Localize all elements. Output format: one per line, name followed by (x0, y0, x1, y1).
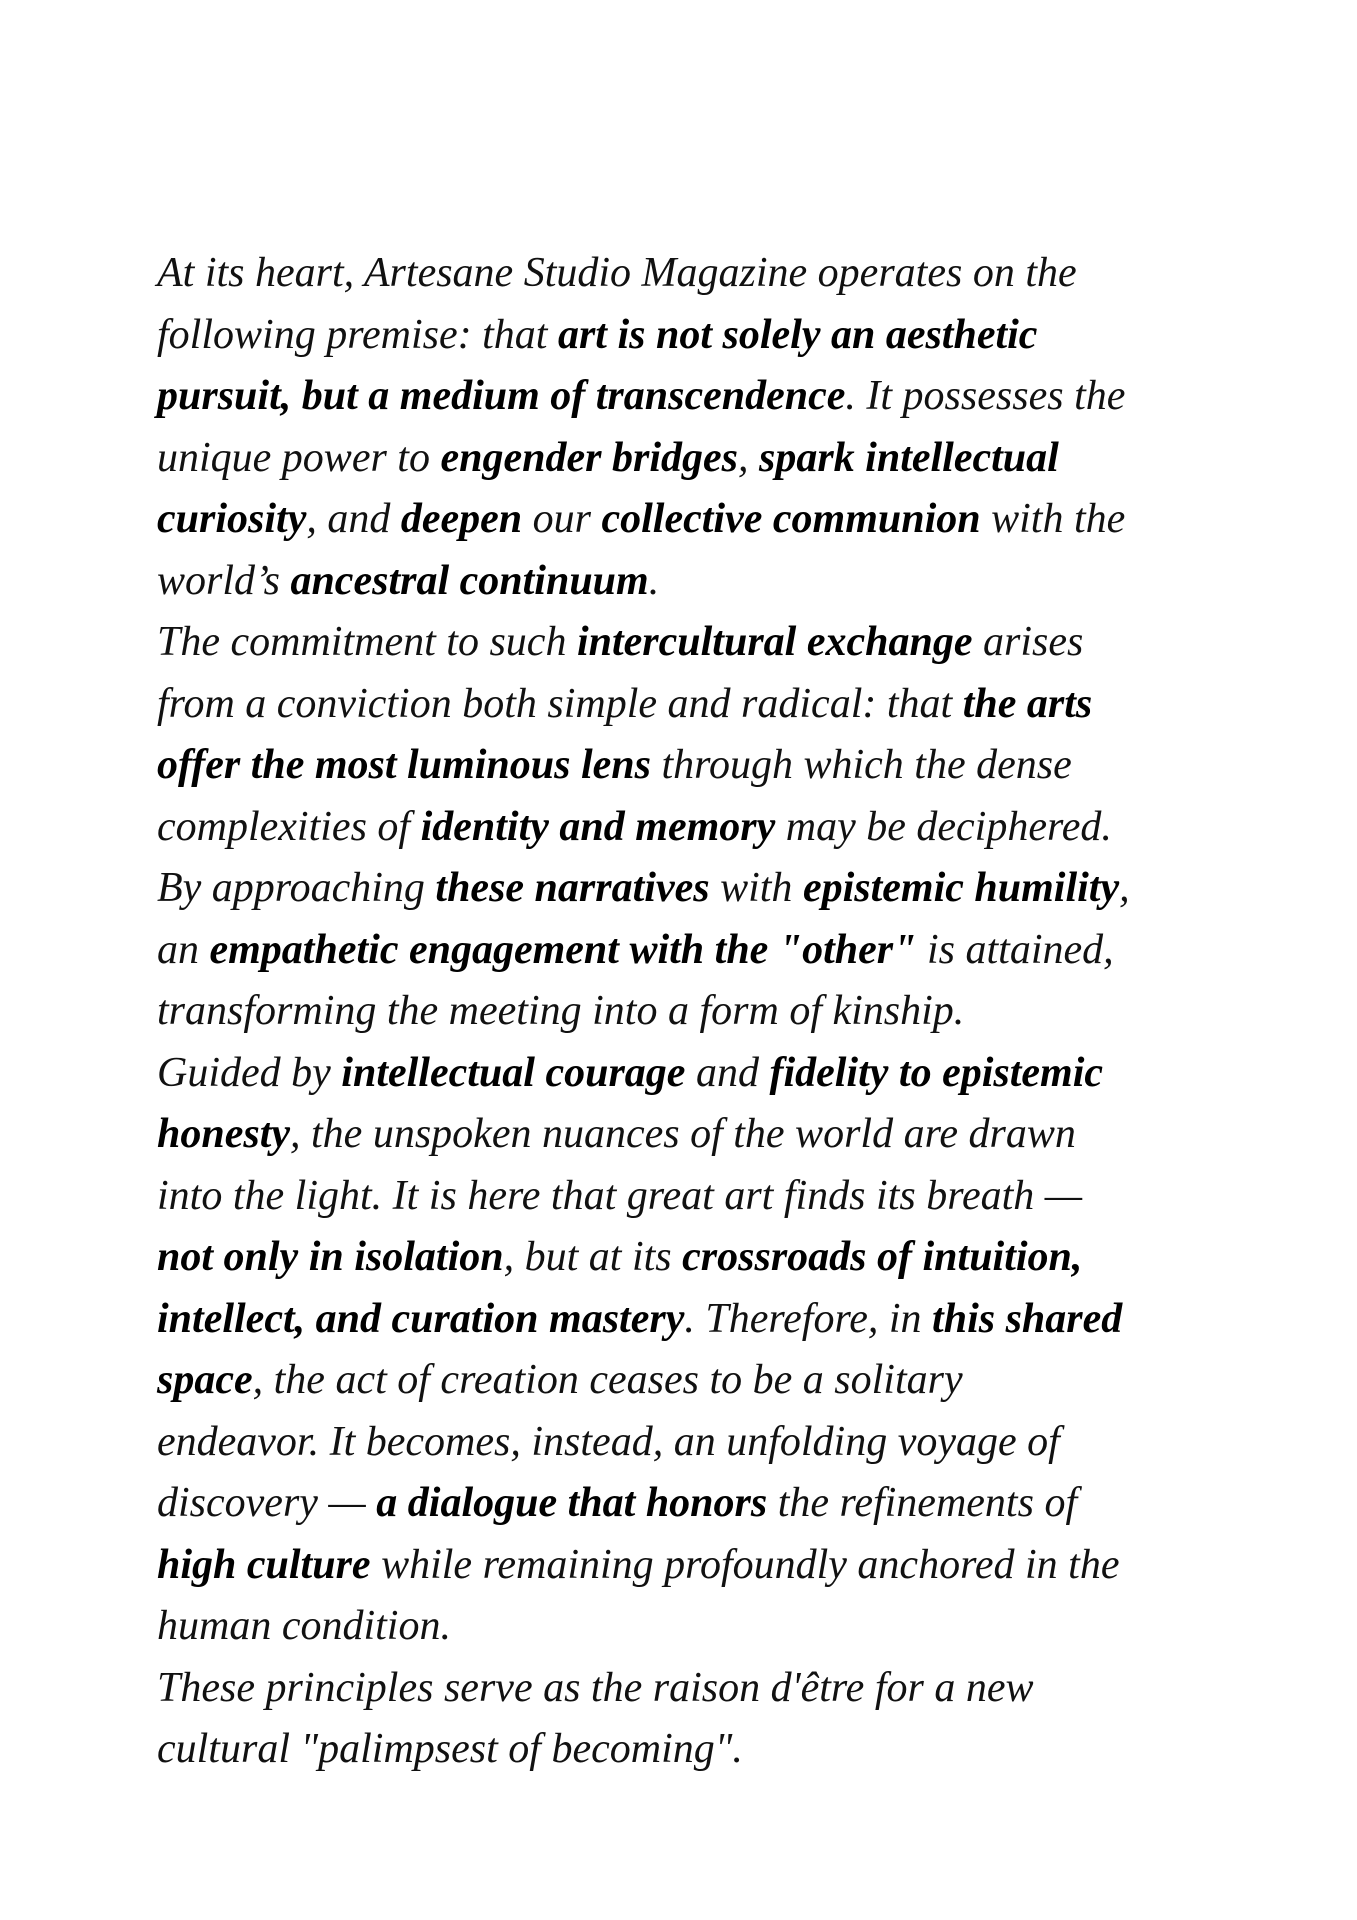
text-line (157, 1166, 1257, 1228)
emphasized-text: identity and memory (420, 803, 776, 850)
body-text: the refinements of (767, 1480, 1078, 1526)
body-text: These principles serve as the raison d'être for a new (157, 1664, 1034, 1711)
document-body (157, 243, 1257, 1781)
body-text: and (685, 1049, 770, 1096)
emphasized-text: space (157, 1357, 253, 1403)
text-line (157, 243, 1257, 305)
text-line (157, 1473, 1257, 1535)
text-line (157, 551, 1257, 613)
emphasized-text: deepen (400, 496, 523, 542)
body-text: . Therefore, in (684, 1295, 933, 1342)
text-line (157, 366, 1257, 428)
body-text: may be deciphered. (775, 803, 1112, 850)
emphasized-text: spark intellectual (758, 434, 1059, 481)
emphasized-text: fidelity to epistemic (769, 1049, 1104, 1096)
body-text: cultural "palimpsest of becoming". (157, 1726, 743, 1772)
emphasized-text: the arts (962, 680, 1093, 727)
emphasized-text: high culture (157, 1541, 371, 1588)
text-line (157, 1227, 1257, 1289)
emphasized-text: engender bridges (440, 434, 738, 481)
text-line (157, 1596, 1257, 1658)
body-text: The commitment to such (157, 619, 577, 665)
body-text: world’s (157, 557, 291, 604)
emphasized-text: intercultural exchange (576, 619, 973, 665)
text-line (157, 1535, 1257, 1597)
emphasized-text: ancestral continuum (290, 557, 649, 604)
body-text: following premise: that (157, 311, 558, 358)
body-text: is attained, (916, 926, 1114, 973)
text-line (157, 920, 1257, 982)
body-text: Guided by (157, 1049, 342, 1096)
body-text: transforming the meeting into a form of kinship. (157, 988, 965, 1034)
body-text: with the (980, 496, 1126, 542)
body-text: By approaching (157, 865, 436, 911)
text-line (157, 1658, 1257, 1720)
text-line (157, 1104, 1257, 1166)
body-text: , (1119, 865, 1130, 911)
text-line (157, 612, 1257, 674)
emphasized-text: epistemic humility (802, 865, 1120, 911)
text-line (157, 428, 1257, 490)
text-line (157, 797, 1257, 859)
body-text: from a conviction both simple and radical: that (157, 680, 963, 727)
body-text: with (709, 865, 803, 911)
text-line (157, 735, 1257, 797)
text-line (157, 1043, 1257, 1105)
body-text: . It possesses the (845, 373, 1126, 419)
body-text: , the act of creation ceases to be a solitary (252, 1357, 963, 1403)
body-text: while remaining profoundly anchored in the (370, 1541, 1120, 1588)
emphasized-text: crossroads of intuition, (682, 1234, 1083, 1280)
emphasized-text: these narratives (435, 865, 710, 911)
body-text: discovery — (157, 1480, 377, 1526)
emphasized-text: curiosity (157, 496, 307, 542)
body-text: an (157, 926, 210, 973)
paragraph (157, 1043, 1257, 1658)
emphasized-text: collective communion (601, 496, 981, 542)
body-text: into the light. It is here that great art finds its breath — (157, 1172, 1083, 1219)
body-text: through which the dense (651, 742, 1072, 788)
body-text: , and (306, 496, 401, 542)
body-text: our (522, 496, 602, 542)
emphasized-text: intellectual courage (341, 1049, 686, 1096)
text-line (157, 305, 1257, 367)
text-line (157, 1350, 1257, 1412)
body-text: endeavor. It becomes, instead, an unfolding voyage of (157, 1418, 1060, 1465)
paragraph (157, 1658, 1257, 1781)
emphasized-text: offer the most luminous lens (157, 742, 651, 788)
body-text: , but at its (503, 1234, 683, 1280)
emphasized-text: not only in isolation (157, 1234, 504, 1280)
text-line (157, 674, 1257, 736)
body-text: arises (972, 619, 1084, 665)
body-text: unique power to (157, 434, 441, 481)
body-text: At its heart, Artesane Studio Magazine operates on the (157, 250, 1077, 296)
emphasized-text: honesty (157, 1111, 291, 1157)
body-text: . (648, 557, 660, 604)
text-line (157, 1412, 1257, 1474)
emphasized-text: empathetic engagement with the "other" (209, 926, 917, 973)
paragraph (157, 612, 1257, 1043)
emphasized-text: intellect, and curation mastery (157, 1295, 685, 1342)
body-text: complexities of (157, 803, 421, 850)
emphasized-text: art is not solely an aesthetic (557, 311, 1038, 358)
text-line (157, 858, 1257, 920)
text-line (157, 1719, 1257, 1781)
emphasized-text: this shared (932, 1295, 1123, 1342)
body-text: , (737, 434, 759, 481)
emphasized-text: pursuit, but a medium of transcendence (157, 373, 846, 419)
paragraph (157, 243, 1257, 612)
body-text: human condition. (157, 1603, 451, 1649)
body-text: , the unspoken nuances of the world are drawn (290, 1111, 1076, 1157)
emphasized-text: a dialogue that honors (376, 1480, 768, 1526)
text-line (157, 981, 1257, 1043)
text-line (157, 489, 1257, 551)
text-line (157, 1289, 1257, 1351)
